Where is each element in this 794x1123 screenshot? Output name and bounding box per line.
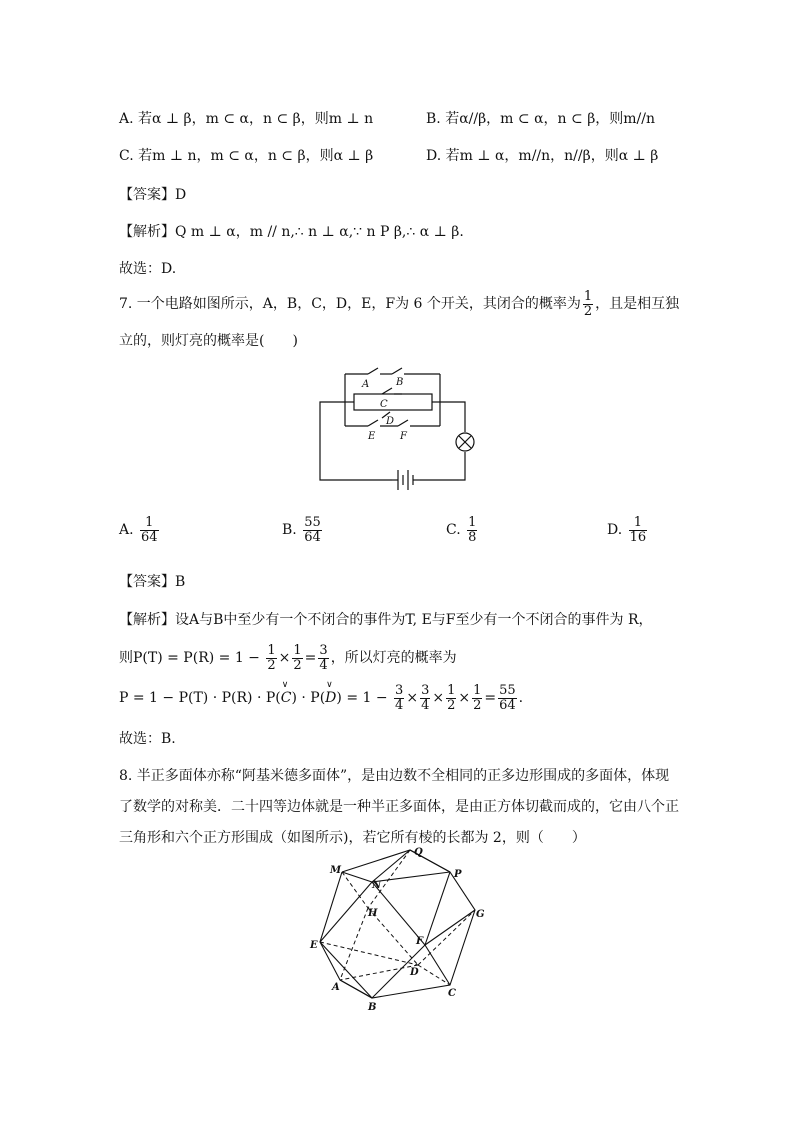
vertex-label-b: B: [368, 1002, 377, 1013]
q7-stem-fraction: [583, 290, 593, 318]
switch-b: [392, 368, 402, 374]
c-bar-symbol: ∨ C: [281, 690, 292, 706]
q7-analysis-line3: P = 1 − P(T) · P(R) · P(∨ C) · P(∨ D) = 1 − $\frac{3}{4}$ × $\frac{3}{4}$ × $\frac{1}{2}$ × $\frac{1}{2}$ = $\frac{55}{64}$ .: [119, 684, 523, 712]
q7-option-d-fraction: [629, 516, 648, 544]
vertex-label-e: E: [310, 940, 318, 951]
circuit-label-a: A: [362, 379, 370, 390]
q6-option-b-text: 若α//β，m ⊂ α，n ⊂ β，则m//n: [445, 111, 656, 127]
q7-analysis-line1: 【解析】设A与B中至少有一个不闭合的事件为T, E与F至少有一个不闭合的事件为 R，: [119, 612, 653, 628]
q6-option-d: [426, 145, 658, 165]
q7-option-c: [446, 516, 479, 544]
q6-option-d-label: D.: [426, 148, 442, 164]
circuit-label-b: B: [396, 377, 404, 388]
frac-den: 64: [141, 529, 158, 545]
q6-option-c-text: 若m ⊥ n，m ⊂ α，n ⊂ β，则α ⊥ β: [138, 148, 374, 164]
frac-num: 55: [304, 515, 321, 530]
circuit-diagram: [310, 360, 500, 495]
q6-answer: 【答案】D: [119, 187, 187, 203]
q7-answer: 【答案】B: [119, 574, 186, 590]
d-bar-symbol: ∨ D: [325, 690, 336, 706]
q7-analysis-line3-prefix: P = 1 − P(T) · P(R) · P(: [119, 690, 281, 707]
q7-analysis-line2: 则P(T) = P(R) = 1 − $\frac{1}{2}$ × $\frac{1}{2}$ = $\frac{3}{4}$ ，所以灯亮的概率为: [119, 643, 457, 673]
switch-e: [368, 420, 378, 426]
vertex-label-c: C: [448, 988, 456, 999]
q6-option-a: [119, 108, 373, 128]
q7-stem-tail: ，且是相互独: [595, 296, 680, 313]
q7-conclusion: 故选：B.: [119, 731, 176, 747]
vertex-label-g: G: [476, 909, 485, 920]
vertex-label-n: N: [372, 880, 382, 891]
q7-option-d-label: D.: [607, 522, 623, 539]
q6-option-b-label: B.: [426, 111, 441, 127]
vertex-label-d: D: [410, 967, 419, 978]
q6-conclusion: 故选：D.: [119, 261, 177, 277]
vertex-label-p: P: [454, 869, 462, 880]
q7-option-b-fraction: [303, 516, 322, 544]
q7-option-c-fraction: [467, 516, 477, 544]
q7-analysis-line2-prefix: 则P(T) = P(R) = 1 −: [119, 650, 260, 667]
q8-stem-line3: 三角形和六个正方形围成（如图所示)，若它所有棱的长都为 2，则（ ）: [119, 830, 586, 846]
frac-den: 16: [629, 529, 647, 545]
vertex-label-f: F: [416, 936, 424, 947]
circuit-bottom-right-wire: [420, 452, 465, 480]
vertex-label-h: H: [368, 908, 378, 919]
q6-option-a-label: A.: [119, 111, 134, 127]
q7-option-a: [119, 516, 161, 544]
frac-den: 64: [304, 529, 321, 545]
frac-num: 1: [468, 515, 477, 530]
polyhedron-figure: [300, 840, 500, 1015]
q7-option-d: [607, 516, 649, 544]
q7-analysis-line2-tail: ，所以灯亮的概率为: [330, 650, 457, 667]
q7-stem-line1: [119, 290, 679, 318]
q6-option-c: [119, 145, 373, 165]
switch-f: [398, 420, 408, 426]
circuit-right-wire: [440, 402, 465, 432]
q7-option-a-fraction: [140, 516, 159, 544]
q6-analysis: 【解析】Q m ⊥ α，m // n,∴ n ⊥ α,∵ n P β,∴ α ⊥ β.: [119, 224, 464, 240]
frac-den: 8: [468, 529, 477, 545]
circuit-label-e: E: [368, 431, 376, 442]
q7-stem-line2: 立的，则灯亮的概率是( ): [119, 333, 298, 349]
frac-den: 2: [583, 303, 593, 319]
q7-option-a-label: A.: [119, 522, 134, 539]
vertex-label-m: M: [330, 865, 342, 876]
q6-option-b: [426, 108, 655, 128]
vertex-label-a: A: [332, 982, 340, 993]
circuit-label-f: F: [400, 431, 407, 442]
q8-stem-line2: 了数学的对称美．二十四等边体就是一种半正多面体，是由正方体切截而成的，它由八个正: [119, 799, 679, 815]
q7-option-b-label: B.: [282, 522, 297, 539]
q7-stem-text: 7. 一个电路如图所示，A，B，C，D，E，F为 6 个开关，其闭合的概率为: [119, 296, 581, 313]
vertex-label-q: Q: [414, 847, 423, 858]
q7-analysis-line3-mid: ) · P(: [291, 690, 326, 707]
switch-c: [382, 388, 392, 394]
q7-analysis-line3-end: ) = 1 −: [336, 690, 388, 707]
circuit-left-wire: [320, 402, 395, 480]
q6-option-a-text: 若α ⊥ β，m ⊂ α，n ⊂ β，则m ⊥ n: [138, 111, 374, 127]
q6-option-c-label: C.: [119, 148, 134, 164]
frac-num: 1: [140, 516, 159, 531]
circuit-label-c: C: [380, 399, 388, 410]
q7-option-b: [282, 516, 324, 544]
circuit-label-d: D: [386, 416, 395, 427]
q6-option-d-text: 若m ⊥ α，m//n，n//β，则α ⊥ β: [445, 148, 659, 164]
q7-option-c-label: C.: [446, 522, 461, 539]
switch-a: [368, 368, 378, 374]
frac-num: 1: [629, 516, 648, 531]
frac-num: 1: [583, 289, 593, 304]
q8-stem-line1: 8. 半正多面体亦称“阿基米德多面体”，是由边数不全相同的正多边形围成的多面体，体现: [119, 768, 670, 784]
